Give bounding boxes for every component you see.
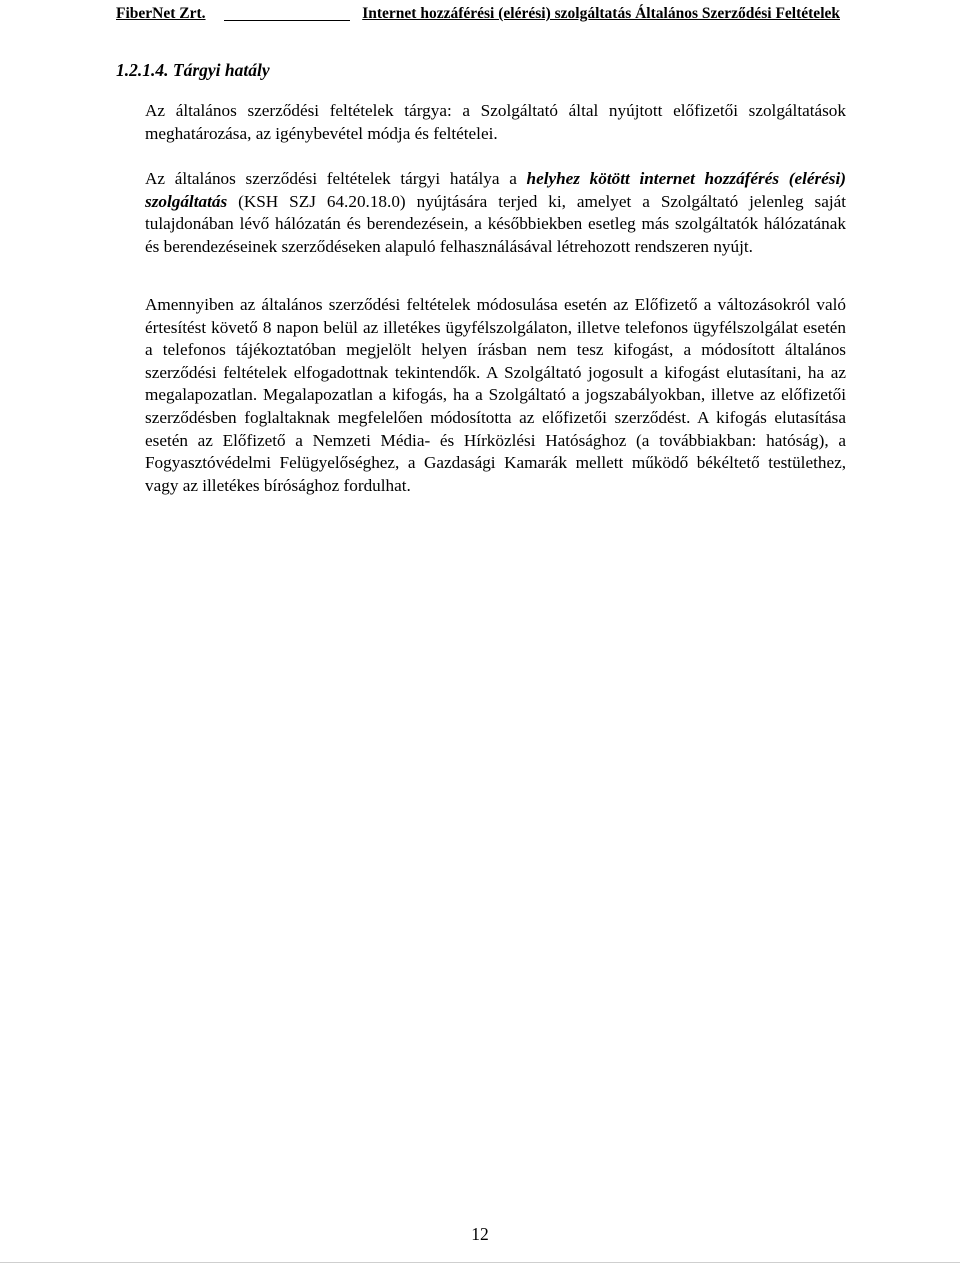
section-heading: 1.2.1.4. Tárgyi hatály bbox=[116, 60, 270, 80]
header-underline-rule bbox=[224, 20, 350, 21]
header-company-name: FiberNet Zrt. bbox=[116, 5, 206, 22]
header-document-title: Internet hozzáférési (elérési) szolgáltatás Általános Szerződési Feltételek bbox=[362, 5, 840, 22]
paragraph-subject: Az általános szerződési feltételek tárgya: a Szolgáltató által nyújtott előfizetői szolgáltatások meghatározása, az igénybevétel módja és feltételei. bbox=[145, 101, 846, 143]
paragraph-scope-intro: Az általános szerződési feltételek tárgyi hatálya a bbox=[145, 169, 527, 188]
paragraph-scope bbox=[145, 168, 846, 258]
page-number: 12 bbox=[471, 1224, 489, 1244]
page-header bbox=[116, 3, 840, 25]
paragraph-objection: Amennyiben az általános szerződési feltételek módosulása esetén az Előfizető a változásokról való értesítést követő 8 napon belül az illetékes ügyfélszolgálaton, illetve telefonos ügyfélszolgálat esetén a telefonos tájékoztatóban megjelölt helyen írásban nem tesz kifogást, a módosított általános szerződési feltételek elfogadottnak tekintendők. A Szolgáltató jogosult a kifogást elutasítani, ha az megalapozatlan. Megalapozatlan a kifogás, ha a Szolgáltató a jogszabályokban, illetve az előfizetői szerződésben foglaltaknak megfelelően módosította az előfizetői szerződést. A kifogás elutasítása esetén az Előfizető a Nemzeti Média- és Hírközlési Hatósághoz (a továbbiakban: hatóság), a Fogyasztóvédelmi Felügyelőséghez, a Gazdasági Kamarák mellett működő békéltető testülethez, vagy az illetékes bírósághoz fordulhat. bbox=[145, 295, 846, 495]
paragraph-scope-service-name: helyhez kötött internet hozzáférés (elérési) szolgáltatás bbox=[145, 169, 846, 211]
paragraph-scope-details: (KSH SZJ 64.20.18.0) nyújtására terjed ki, amelyet a Szolgáltató jelenleg saját tulajdonában lévő hálózatán és berendezésein, a későbbiekben esetleg más szolgáltatók hálózatának és berendezéseinek szerződéseken alapuló felhasználásával létrehozott rendszeren nyújt. bbox=[145, 191, 846, 256]
footer-divider bbox=[0, 1262, 960, 1263]
